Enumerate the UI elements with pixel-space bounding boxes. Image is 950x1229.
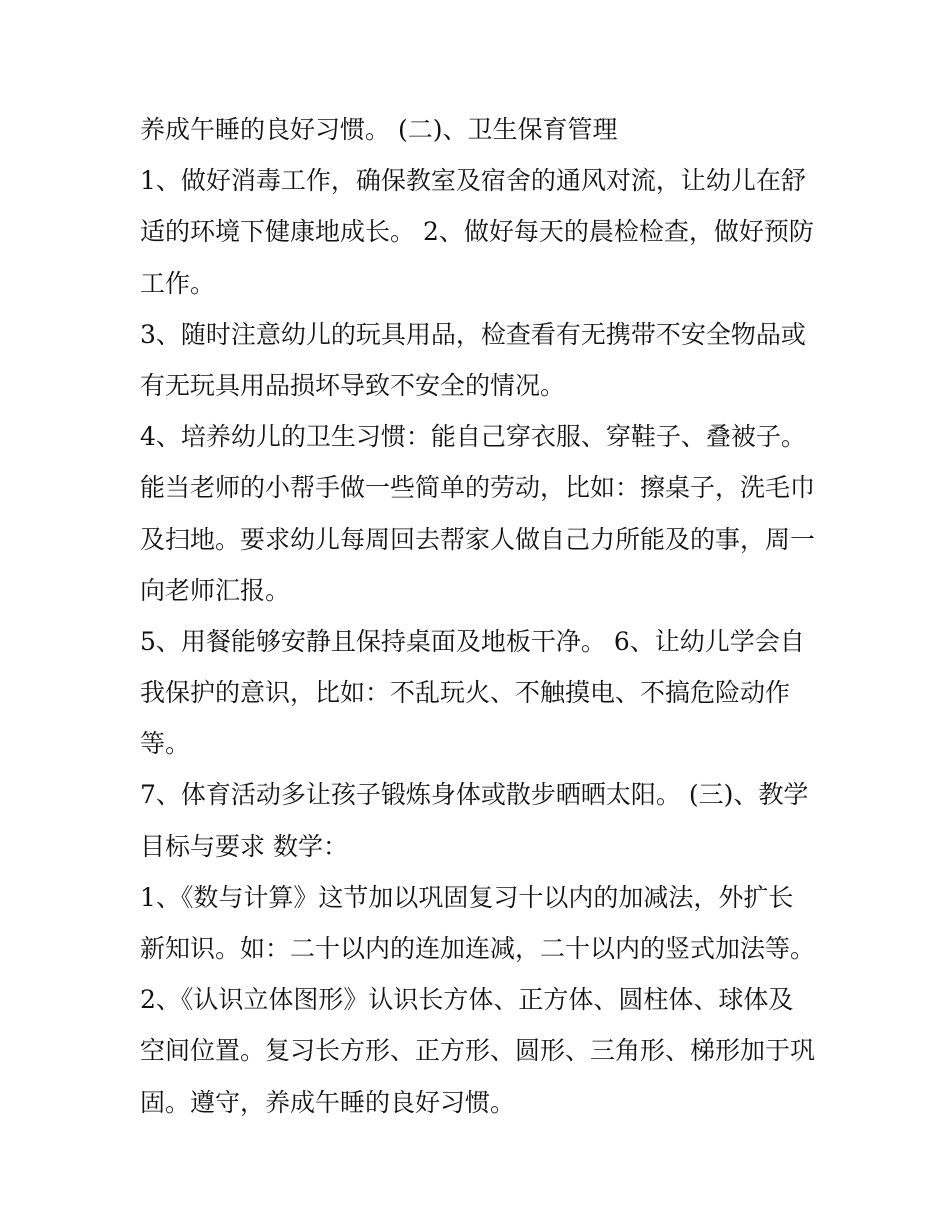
text-line: 固。遵守，养成午睡的良好习惯。 bbox=[140, 1087, 516, 1117]
text-line: 3、随时注意幼儿的玩具用品，检查看有无携带不安全物品或 bbox=[140, 319, 806, 349]
text-line: 适的环境下健康地成长。 2、做好每天的晨检检查，做好预防 bbox=[140, 217, 814, 247]
text-line: 7、体育活动多让孩子锻炼身体或散步晒晒太阳。 (三)、教学 bbox=[140, 780, 809, 810]
text-line: 养成午睡的良好习惯。 (二)、卫生保育管理 bbox=[140, 115, 618, 144]
text-line: 1、做好消毒工作，确保教室及宿舍的通风对流，让幼儿在舒 bbox=[140, 166, 806, 196]
text-line: 我保护的意识，比如：不乱玩火、不触摸电、不搞危险动作 bbox=[140, 678, 791, 708]
text-line: 向老师汇报。 bbox=[140, 575, 291, 605]
text-line: 5、用餐能够安静且保持桌面及地板干净。 6、让幼儿学会自 bbox=[140, 626, 805, 656]
text-line: 1、《数与计算》这节加以巩固复习十以内的加减法，外扩长 bbox=[140, 882, 794, 912]
text-line: 工作。 bbox=[140, 268, 216, 298]
text-line: 等。 bbox=[140, 729, 191, 759]
text-line: 2、《认识立体图形》认识长方体、正方体、圆柱体、球体及 bbox=[140, 985, 794, 1015]
text-line: 空间位置。复习长方形、正方形、圆形、三角形、梯形加于巩 bbox=[140, 1036, 816, 1066]
text-line: 有无玩具用品损坏导致不安全的情况。 bbox=[140, 370, 566, 400]
text-line: 及扫地。要求幼儿每周回去帮家人做自己力所能及的事，周一 bbox=[140, 524, 816, 554]
text-line: 4、培养幼儿的卫生习惯：能自己穿衣服、穿鞋子、叠被子。 bbox=[140, 422, 806, 452]
text-line: 能当老师的小帮手做一些简单的劳动，比如：擦桌子，洗毛巾 bbox=[140, 473, 816, 503]
document-body bbox=[140, 104, 820, 1128]
text-line: 新知识。如：二十以内的连加连减，二十以内的竖式加法等。 bbox=[140, 934, 816, 963]
text-line: 目标与要求 数学： bbox=[140, 831, 348, 861]
